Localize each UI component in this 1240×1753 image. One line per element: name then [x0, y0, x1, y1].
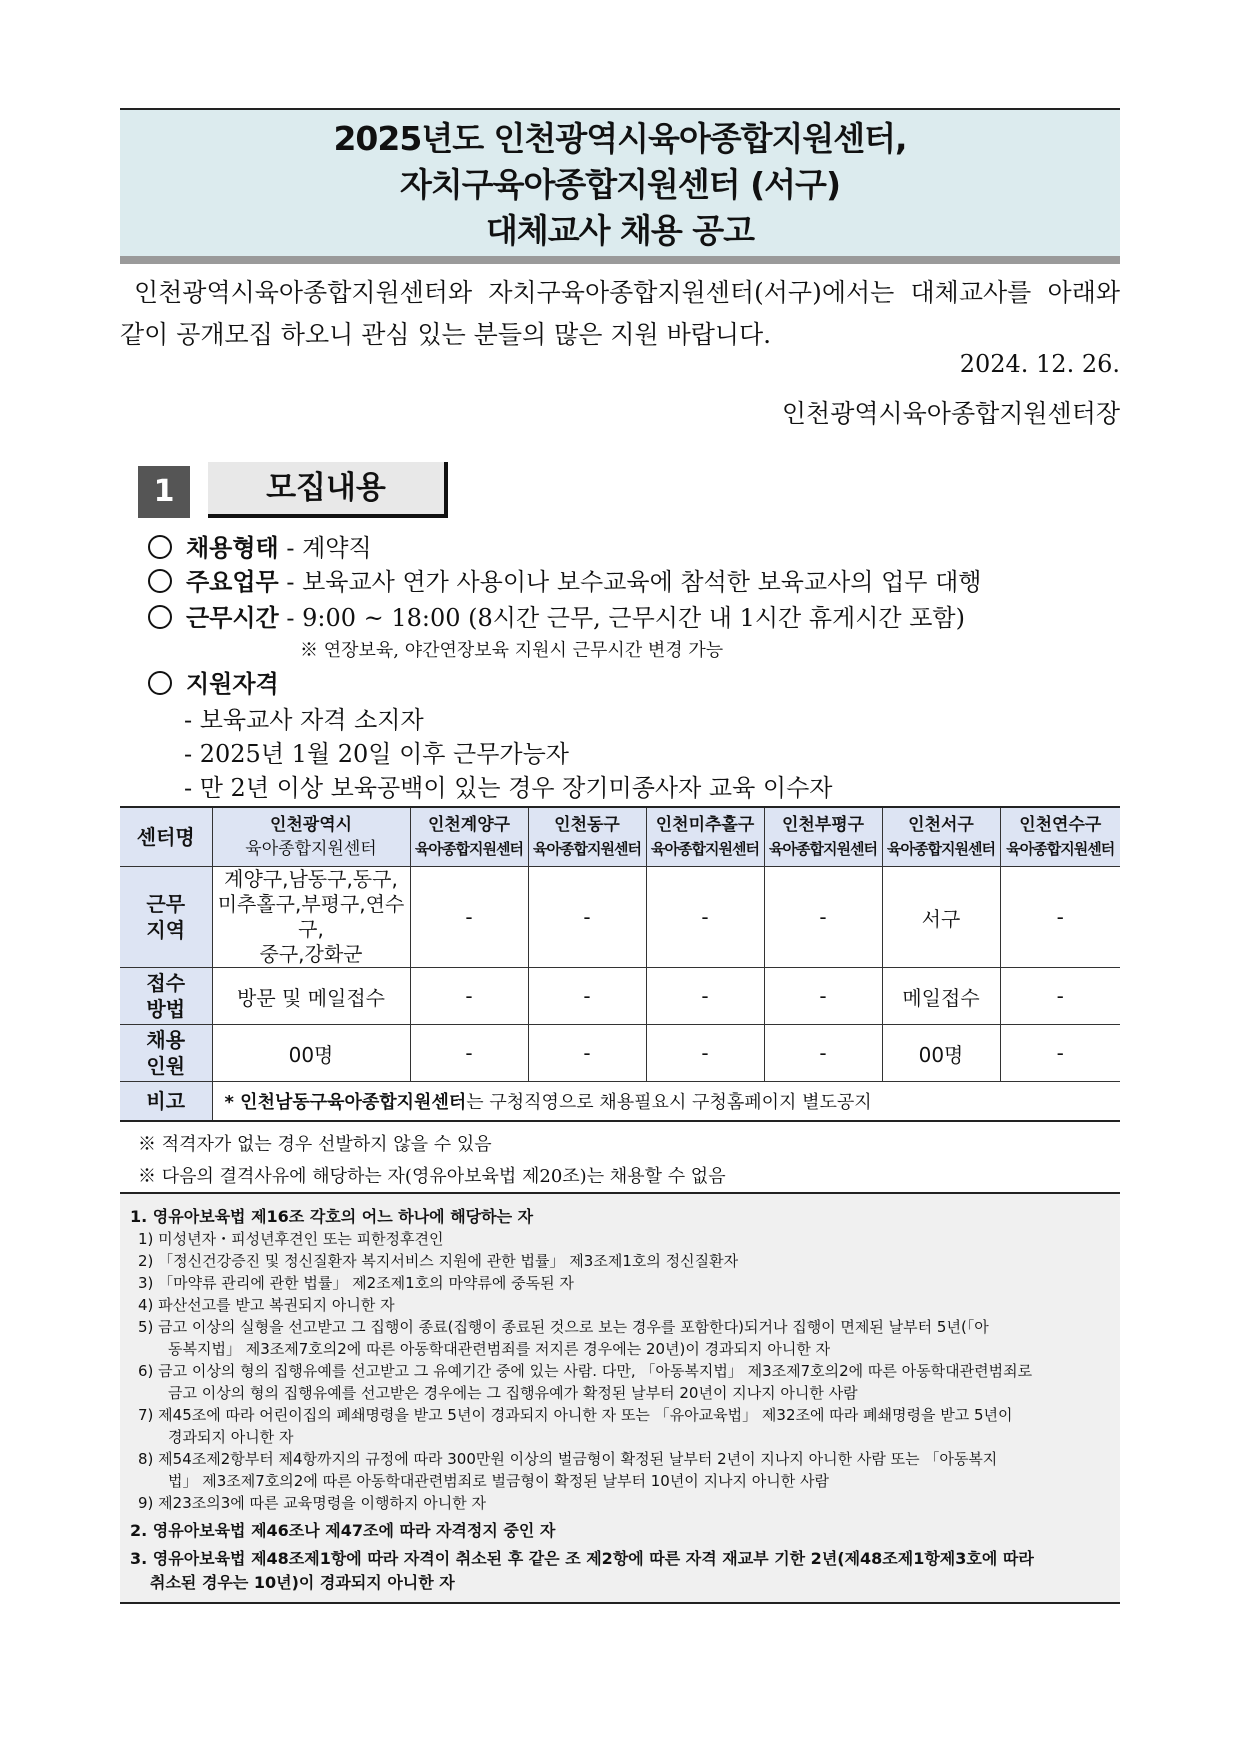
header-center: 인천광역시 육아종합지원센터 — [212, 807, 410, 867]
header-center: 인천부평구 육아종합지원센터 — [764, 807, 882, 867]
table-cell: - — [646, 968, 764, 1025]
table-cell: 계양구,남동구,동구, 미추홀구,부평구,연수구, 중구,강화군 — [212, 867, 410, 968]
circle-bullet-icon — [148, 605, 172, 629]
section-title: 모집내용 — [208, 462, 448, 518]
table-row-area — [120, 867, 1120, 968]
qualification-item: - 2025년 1월 20일 이후 근무가능자 — [184, 740, 569, 768]
dq-heading: 3. 영유아보육법 제48조제1항에 따라 자격이 취소된 후 같은 조 제2항에 따른 자격 재교부 기한 2년(제48조제1항제3호에 따라 — [130, 1549, 1034, 1568]
dq-item: 2) 「정신건강증진 및 정신질환자 복지서비스 지원에 관한 법률」 제3조제1호의 정신질환자 — [138, 1252, 739, 1270]
table-cell: - — [646, 1025, 764, 1082]
table-cell: - — [410, 1025, 528, 1082]
qualification-item: - 보육교사 자격 소지자 — [184, 706, 424, 734]
table-cell: 00명 — [212, 1025, 410, 1082]
table-cell: - — [528, 867, 646, 968]
remark-cell: * 인천남동구육아종합지원센터는 구청직영으로 채용필요시 구청홈페이지 별도공지 — [212, 1082, 1120, 1122]
table-cell: 메일접수 — [882, 968, 1000, 1025]
section-number: 1 — [138, 466, 190, 518]
title-line-2: 자치구육아종합지원센터 (서구) — [399, 165, 841, 204]
table-cell: 00명 — [882, 1025, 1000, 1082]
hours-note: ※ 연장보육, 야간연장보육 지원시 근무시간 변경 가능 — [300, 640, 724, 661]
table-cell: - — [1000, 968, 1120, 1025]
header-center: 인천연수구 육아종합지원센터 — [1000, 807, 1120, 867]
disqualification-box — [120, 1192, 1120, 1604]
row-label: 비고 — [120, 1082, 212, 1122]
recruitment-table — [120, 806, 1120, 1122]
header-center: 인천동구 육아종합지원센터 — [528, 807, 646, 867]
row-label: 접수 방법 — [120, 968, 212, 1025]
header-center: 인천계양구 육아종합지원센터 — [410, 807, 528, 867]
bullet-qualification — [148, 664, 279, 699]
table-row-apply — [120, 968, 1120, 1025]
table-cell: - — [1000, 867, 1120, 968]
table-cell: - — [1000, 1025, 1120, 1082]
bullet-hours — [148, 598, 965, 633]
circle-bullet-icon — [148, 535, 172, 559]
bullet-label: 근무시간 — [186, 604, 279, 632]
note-line: ※ 적격자가 없는 경우 선발하지 않을 수 있음 — [138, 1134, 492, 1155]
bullet-duty — [148, 562, 982, 597]
bullet-value: - 보육교사 연가 사용이나 보수교육에 참석한 보육교사의 업무 대행 — [278, 568, 982, 596]
qualification-item: - 만 2년 이상 보육공백이 있는 경우 장기미종사자 교육 이수자 — [184, 774, 833, 802]
table-cell: 방문 및 메일접수 — [212, 968, 410, 1025]
issuer-name: 인천광역시육아종합지원센터장 — [781, 399, 1120, 428]
bullet-employment — [148, 528, 372, 563]
table-cell: - — [764, 1025, 882, 1082]
table-cell: - — [764, 867, 882, 968]
table-cell: - — [528, 968, 646, 1025]
dq-heading: 1. 영유아보육법 제16조 각호의 어느 하나에 해당하는 자 — [130, 1207, 534, 1226]
bullet-label: 주요업무 — [186, 568, 279, 596]
bullet-value: - 계약직 — [278, 534, 372, 562]
dq-item: 8) 제54조제2항부터 제4항까지의 규정에 따라 300만원 이상의 벌금형이 확정된 날부터 2년이 지나지 아니한 사람 또는 「아동복지 — [138, 1450, 998, 1468]
row-label: 근무 지역 — [120, 867, 212, 968]
note-line: ※ 다음의 결격사유에 해당하는 자(영유아보육법 제20조)는 채용할 수 없음 — [138, 1166, 726, 1187]
bullet-label: 지원자격 — [186, 670, 279, 698]
table-header-row — [120, 807, 1120, 867]
dq-heading-continued: 취소된 경우는 10년)이 경과되지 아니한 자 — [150, 1573, 455, 1592]
table-cell: - — [410, 968, 528, 1025]
dq-item-continued: 동복지법」 제3조제7호의2에 따른 아동학대관련범죄를 저지른 경우에는 20년)이 경과되지 아니한 자 — [168, 1340, 831, 1358]
dq-item: 5) 금고 이상의 실형을 선고받고 그 집행이 종료(집행이 종료된 것으로 보는 경우를 포함한다)되거나 집행이 면제된 날부터 5년(「아 — [138, 1318, 989, 1336]
dq-item: 1) 미성년자・피성년후견인 또는 피한정후견인 — [138, 1230, 444, 1248]
table-cell: 서구 — [882, 867, 1000, 968]
dq-item: 4) 파산선고를 받고 복권되지 아니한 자 — [138, 1296, 395, 1314]
dq-item: 3) 「마약류 관리에 관한 법률」 제2조제1호의 마약류에 중독된 자 — [138, 1274, 574, 1292]
table-cell: - — [528, 1025, 646, 1082]
dq-heading: 2. 영유아보육법 제46조나 제47조에 따라 자격정지 중인 자 — [130, 1521, 556, 1540]
dq-item: 7) 제45조에 따라 어린이집의 폐쇄명령을 받고 5년이 경과되지 아니한 자 또는 「유아교육법」 제32조에 따라 폐쇄명령을 받고 5년이 — [138, 1406, 1013, 1424]
dq-item-continued: 법」 제3조제7호의2에 따른 아동학대관련범죄로 벌금형이 확정된 날부터 10년이 지나지 아니한 사람 — [168, 1472, 830, 1490]
bullet-value: - 9:00 ~ 18:00 (8시간 근무, 근무시간 내 1시간 휴게시간 포함) — [278, 604, 965, 632]
title-line-1: 2025년도 인천광역시육아종합지원센터, — [333, 119, 907, 158]
dq-item: 6) 금고 이상의 형의 집행유예를 선고받고 그 유예기간 중에 있는 사람. 다만, 「아동복지법」 제3조제7호의2에 따른 아동학대관련범죄로 — [138, 1362, 1033, 1380]
intro-paragraph: 인천광역시육아종합지원센터와 자치구육아종합지원센터(서구)에서는 대체교사를 아래와 같이 공개모집 하오니 관심 있는 분들의 많은 지원 바랍니다. — [120, 278, 1120, 349]
row-label: 채용 인원 — [120, 1025, 212, 1082]
notice-date: 2024. 12. 26. — [959, 350, 1120, 378]
title-banner — [120, 108, 1120, 264]
table-cell: - — [646, 867, 764, 968]
dq-item-continued: 경과되지 아니한 자 — [168, 1428, 294, 1446]
table-row-remark — [120, 1082, 1120, 1122]
table-cell: - — [410, 867, 528, 968]
table-row-hire — [120, 1025, 1120, 1082]
dq-item-continued: 금고 이상의 형의 집행유예를 선고받은 경우에는 그 집행유예가 확정된 날부터 20년이 지나지 아니한 사람 — [168, 1384, 858, 1402]
header-corner: 센터명 — [120, 807, 212, 867]
circle-bullet-icon — [148, 569, 172, 593]
dq-item: 9) 제23조의3에 따른 교육명령을 이행하지 아니한 자 — [138, 1494, 486, 1512]
bullet-label: 채용형태 — [186, 534, 279, 562]
header-center: 인천미추홀구 육아종합지원센터 — [646, 807, 764, 867]
header-center: 인천서구 육아종합지원센터 — [882, 807, 1000, 867]
table-cell: - — [764, 968, 882, 1025]
circle-bullet-icon — [148, 671, 172, 695]
title-line-3: 대체교사 채용 공고 — [485, 211, 754, 250]
